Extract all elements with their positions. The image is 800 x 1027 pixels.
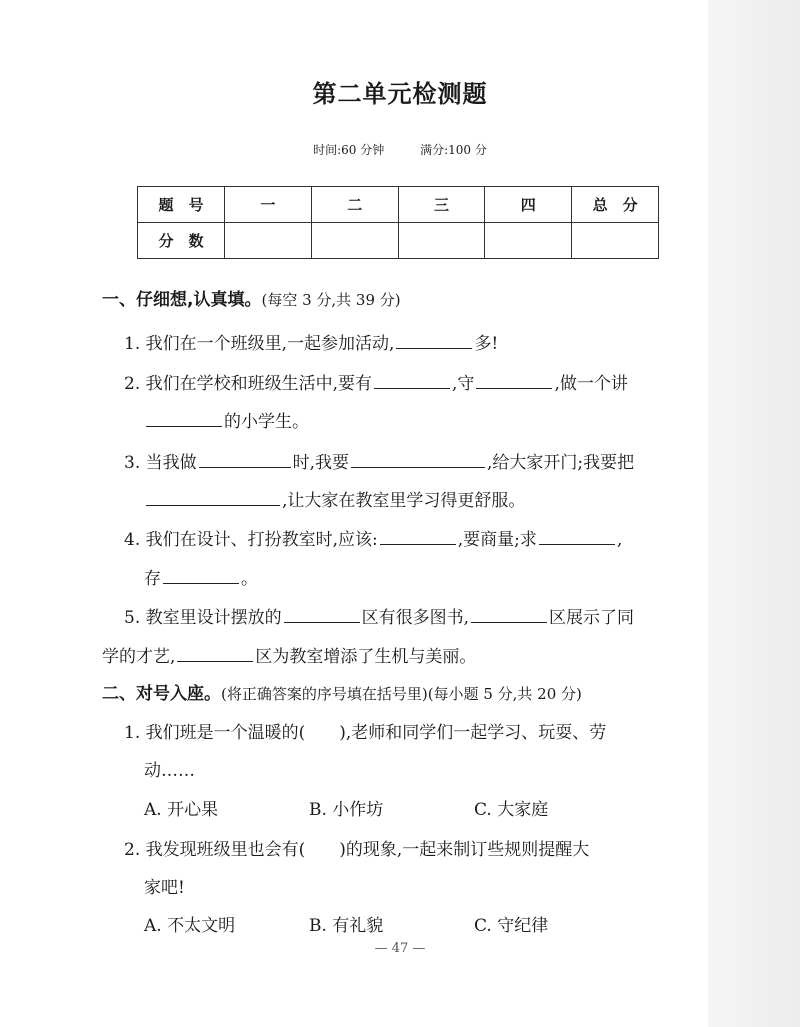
s1-q5-text-e: 区为教室增添了生机与美丽。 <box>255 647 477 667</box>
s2-q2-text-a: 2. 我发现班级里也会有( )的现象,一起来制订些规则提醒大 <box>124 840 590 860</box>
s1-q4-blank-2[interactable] <box>539 526 615 545</box>
s1-q2-text-d: 的小学生。 <box>224 412 309 432</box>
score-cell-1[interactable] <box>225 223 312 259</box>
s2-q1-option-a[interactable]: A. 开心果 <box>144 800 219 820</box>
time-limit: 时间:60 分钟 <box>313 143 385 157</box>
s1-q3-blank-3[interactable] <box>146 487 280 506</box>
score-table-score-row <box>138 223 659 259</box>
s1-q4-text-d: 存 <box>144 569 161 589</box>
section1-note: (每空 3 分,共 39 分) <box>261 291 401 309</box>
score-cell-4[interactable] <box>485 223 572 259</box>
s1-q1-text-b: 多! <box>474 334 499 354</box>
s1-question-3 <box>124 449 634 476</box>
section2-title: 二、对号入座。 <box>102 684 221 704</box>
s2-q1-text-a: 1. 我们班是一个温暖的( ),老师和同学们一起学习、玩耍、劳 <box>124 723 607 743</box>
s1-q3-text-b: 时,我要 <box>292 453 350 473</box>
s2-q2-text-b: 家吧! <box>144 878 185 898</box>
score-row-label: 分 数 <box>138 223 225 259</box>
s1-q3-text-a: 3. 当我做 <box>124 453 197 473</box>
header-cell-2: 二 <box>311 187 398 223</box>
s1-q4-text-c: , <box>616 530 623 550</box>
s1-q4-text-e: 。 <box>241 569 258 589</box>
s1-q1-text-a: 1. 我们在一个班级里,一起参加活动, <box>124 334 395 354</box>
section2-heading <box>102 681 582 707</box>
s2-q2-option-b[interactable]: B. 有礼貌 <box>309 916 384 936</box>
score-table-header-row <box>138 187 659 223</box>
s1-q5-blank-2[interactable] <box>471 604 547 623</box>
s2-question-1-cont <box>144 758 195 784</box>
s2-q1-option-b[interactable]: B. 小作坊 <box>309 800 384 820</box>
s1-q5-text-c: 区展示了同 <box>549 608 635 628</box>
s1-q4-blank-3[interactable] <box>163 565 239 584</box>
s2-q2-option-a[interactable]: A. 不太文明 <box>144 916 236 936</box>
s1-q4-text-a: 4. 我们在设计、打扮教室时,应该: <box>124 530 378 550</box>
s2-question-2 <box>124 837 589 863</box>
s1-q5-blank-1[interactable] <box>284 604 360 623</box>
page-title: 第二单元检测题 <box>312 80 488 108</box>
exam-meta <box>0 141 800 158</box>
s1-question-2-cont <box>144 408 309 435</box>
header-cell-total: 总 分 <box>572 187 659 223</box>
s1-question-5-cont <box>102 643 476 670</box>
score-cell-2[interactable] <box>311 223 398 259</box>
full-score: 满分:100 分 <box>420 143 487 157</box>
score-cell-3[interactable] <box>398 223 485 259</box>
page-number: — 47 — <box>374 941 426 956</box>
score-cell-total[interactable] <box>572 223 659 259</box>
section1-heading <box>102 287 401 313</box>
s1-q3-blank-2[interactable] <box>351 449 485 468</box>
s1-q2-blank-1[interactable] <box>374 370 450 389</box>
header-cell-4: 四 <box>485 187 572 223</box>
s2-q1-option-c[interactable]: C. 大家庭 <box>474 800 549 820</box>
s1-q5-blank-3[interactable] <box>177 643 253 662</box>
s2-q1-options <box>144 797 548 823</box>
s1-q5-text-a: 5. 教室里设计摆放的 <box>124 608 282 628</box>
s1-question-5 <box>124 604 634 631</box>
s1-q3-text-c: ,给大家开门;我要把 <box>487 453 635 473</box>
s1-question-4-cont <box>144 565 258 592</box>
s1-q5-text-d: 学的才艺, <box>102 647 176 667</box>
s1-q2-text-c: ,做一个讲 <box>554 374 628 394</box>
s2-question-1 <box>124 720 606 746</box>
s1-q2-text-a: 2. 我们在学校和班级生活中,要有 <box>124 374 373 394</box>
s1-q3-blank-1[interactable] <box>199 449 291 468</box>
s1-q4-text-b: ,要商量;求 <box>457 530 537 550</box>
header-cell-1: 一 <box>225 187 312 223</box>
s1-q1-blank[interactable] <box>396 330 472 349</box>
s2-q2-option-c[interactable]: C. 守纪律 <box>474 916 549 936</box>
s2-question-2-cont <box>144 875 185 901</box>
s1-q2-blank-2[interactable] <box>476 370 552 389</box>
s1-q5-text-b: 区有很多图书, <box>361 608 470 628</box>
s1-question-1 <box>124 330 498 357</box>
s1-q2-blank-3[interactable] <box>146 408 222 427</box>
s1-question-4 <box>124 526 622 553</box>
section1-title: 一、仔细想,认真填。 <box>102 290 262 310</box>
s2-q2-options <box>144 913 548 939</box>
s1-question-3-cont <box>144 487 525 514</box>
header-cell-3: 三 <box>398 187 485 223</box>
s1-q4-blank-1[interactable] <box>380 526 456 545</box>
s1-q2-text-b: ,守 <box>452 374 475 394</box>
header-cell-label: 题 号 <box>138 187 225 223</box>
s2-q1-text-b: 动…… <box>144 761 195 781</box>
s1-q3-text-d: ,让大家在教室里学习得更舒服。 <box>282 491 526 511</box>
score-table <box>137 186 659 259</box>
section2-note: (将正确答案的序号填在括号里)(每小题 5 分,共 20 分) <box>221 685 582 703</box>
s1-question-2 <box>124 370 628 397</box>
